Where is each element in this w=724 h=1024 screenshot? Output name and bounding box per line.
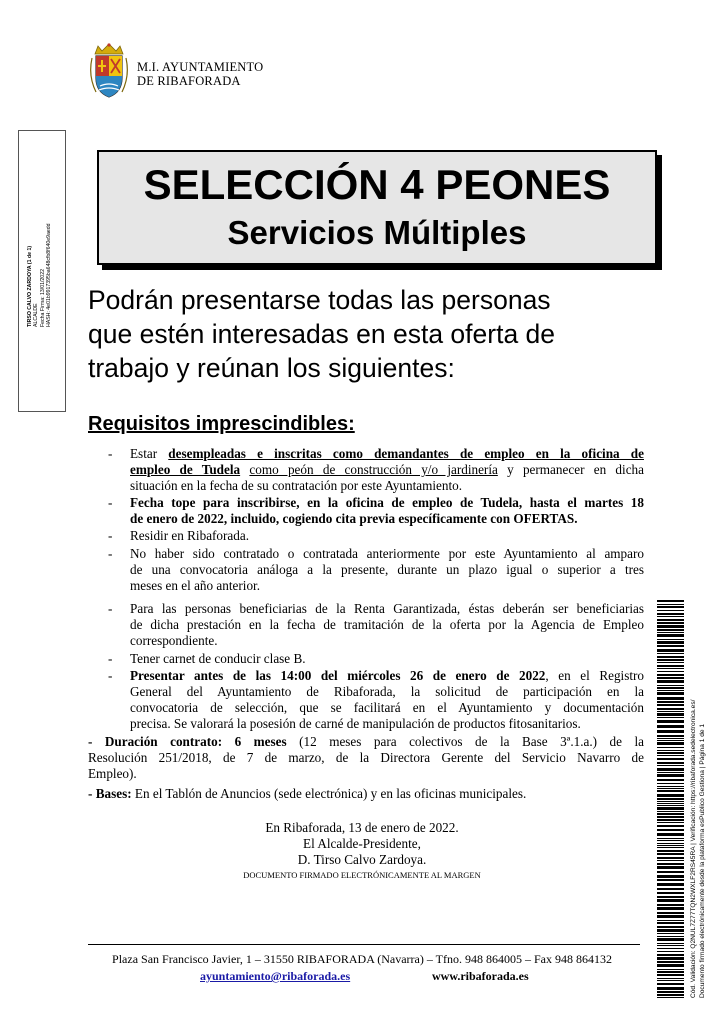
requirement-line: meses en el año anterior.: [130, 578, 260, 593]
signature-place-date: En Ribaforada, 13 de enero de 2022.: [265, 820, 459, 835]
requirement-line: Fecha tope para inscribirse, en la oficina de empleo de Tudela, hasta el martes 18: [130, 495, 644, 510]
requirement-line: Estar desempleadas e inscritas como demandantes de empleo en la oficina de: [130, 446, 644, 461]
intro-line: trabajo y reúnan los siguientes:: [88, 353, 455, 383]
signature-stamp: [18, 130, 66, 412]
title-box: [97, 150, 657, 265]
bases-line: - Bases: En el Tablón de Anuncios (sede electrónica) y en las oficinas municipales.: [88, 786, 527, 801]
bullet: -: [108, 651, 113, 666]
requirement-line: de dicha prestación en la fecha de tramitación de la oferta por la Agencia de Empleo: [130, 617, 644, 632]
duration-line: - Duración contrato: 6 meses (12 meses para colectivos de la Base 3ª.1.a.) de la: [88, 734, 644, 749]
org-name-line2: DE RIBAFORADA: [137, 74, 241, 88]
organization-name: [137, 60, 263, 88]
signature-role: El Alcalde-Presidente,: [303, 836, 421, 851]
footer-website: www.ribaforada.es: [432, 969, 529, 983]
footer-email-link[interactable]: ayuntamiento@ribaforada.es: [200, 969, 351, 983]
bullet: -: [108, 495, 113, 510]
verification-text: [684, 600, 720, 998]
requirement-line: precisa. Se valorará la posesión de carné de manipulación de productos fitosanitarios.: [130, 716, 581, 731]
signature-block: [0, 820, 724, 882]
stamp-signer: TIRSO CALVO ZARDOYA (1 de 1): [27, 245, 33, 327]
page-subtitle: Servicios Múltiples: [227, 214, 527, 251]
stamp-role: ALCALDE: [33, 303, 40, 327]
footer-divider: [88, 944, 640, 945]
signature-note: DOCUMENTO FIRMADO ELECTRÓNICAMENTE AL MARGEN: [243, 870, 481, 880]
verification-barcode: [657, 600, 684, 998]
stamp-date: Fecha Firma: 13/01/2022: [39, 269, 46, 327]
duration-line: Resolución 251/2018, de 7 de marzo, de la Directora Gerente del Servicio Navarro de: [88, 750, 644, 765]
requirement-line: empleo de Tudela como peón de construcción y/o jardinería y permanecer en dicha: [130, 462, 644, 477]
bullet: -: [108, 668, 113, 683]
intro-line: Podrán presentarse todas las personas: [88, 285, 551, 315]
signature-name: D. Tirso Calvo Zardoya.: [297, 852, 427, 867]
requirement-line: de enero de 2022, incluido, cogiendo cita previa específicamente con OFERTAS.: [130, 511, 578, 526]
requirements-heading: Requisitos imprescindibles:: [88, 413, 355, 435]
requirement-line: Para las personas beneficiarias de la Renta Garantizada, éstas deberán ser beneficiarias: [130, 601, 644, 616]
coat-of-arms-logo: [86, 42, 132, 100]
requirement-line: General del Ayuntamiento de Ribaforada, la solicitud de participación en la: [130, 684, 644, 699]
requirement-line: Residir en Ribaforada.: [130, 528, 250, 543]
page-title: SELECCIÓN 4 PEONES: [143, 161, 611, 208]
requirement-line: Presentar antes de las 14:00 del miércoles 26 de enero de 2022, en el Registro: [130, 668, 645, 683]
verification-platform: Documento firmado electrónicamente desde la plataforma esPublico Gestiona | Página 1 de 1: [698, 723, 706, 998]
intro-paragraph: [88, 283, 678, 385]
requirement-line: correspondiente.: [130, 633, 218, 648]
footer-address: Plaza San Francisco Javier, 1 – 31550 RIBAFORADA (Navarra) – Tfno. 948 864005 – Fax 948 864132: [112, 952, 612, 966]
requirement-line: Tener carnet de conducir clase B.: [130, 651, 306, 666]
intro-line: que estén interesadas en esta oferta de: [88, 319, 556, 349]
requirement-line: de una convocatoria análoga a la presente, durante un plazo igual o superior a tres: [130, 562, 644, 577]
requirement-line: convocatoria de selección, que se facilitará en el Ayuntamiento y documentación: [130, 700, 644, 715]
requirement-line: situación en la fecha de su contratación por este Ayuntamiento.: [130, 478, 463, 493]
verification-code: Cód. Validación: Q2NUL7Z77TQN2WXLF2RS45RA | Verificación: https://ribaforada.sedelectronica.es/: [690, 699, 697, 998]
stamp-hash: HASH: 4e01b9917395ba648cfb8f640e9aedd: [45, 223, 52, 327]
duration-line: Empleo).: [88, 766, 137, 781]
org-name-line1: M.I. AYUNTAMIENTO: [137, 60, 264, 74]
bullet: -: [108, 546, 113, 561]
bullet: -: [108, 601, 113, 616]
requirement-line: No haber sido contratado o contratada anteriormente por este Ayuntamiento al amparo: [130, 546, 644, 561]
bullet: -: [108, 446, 113, 461]
bullet: -: [108, 528, 113, 543]
